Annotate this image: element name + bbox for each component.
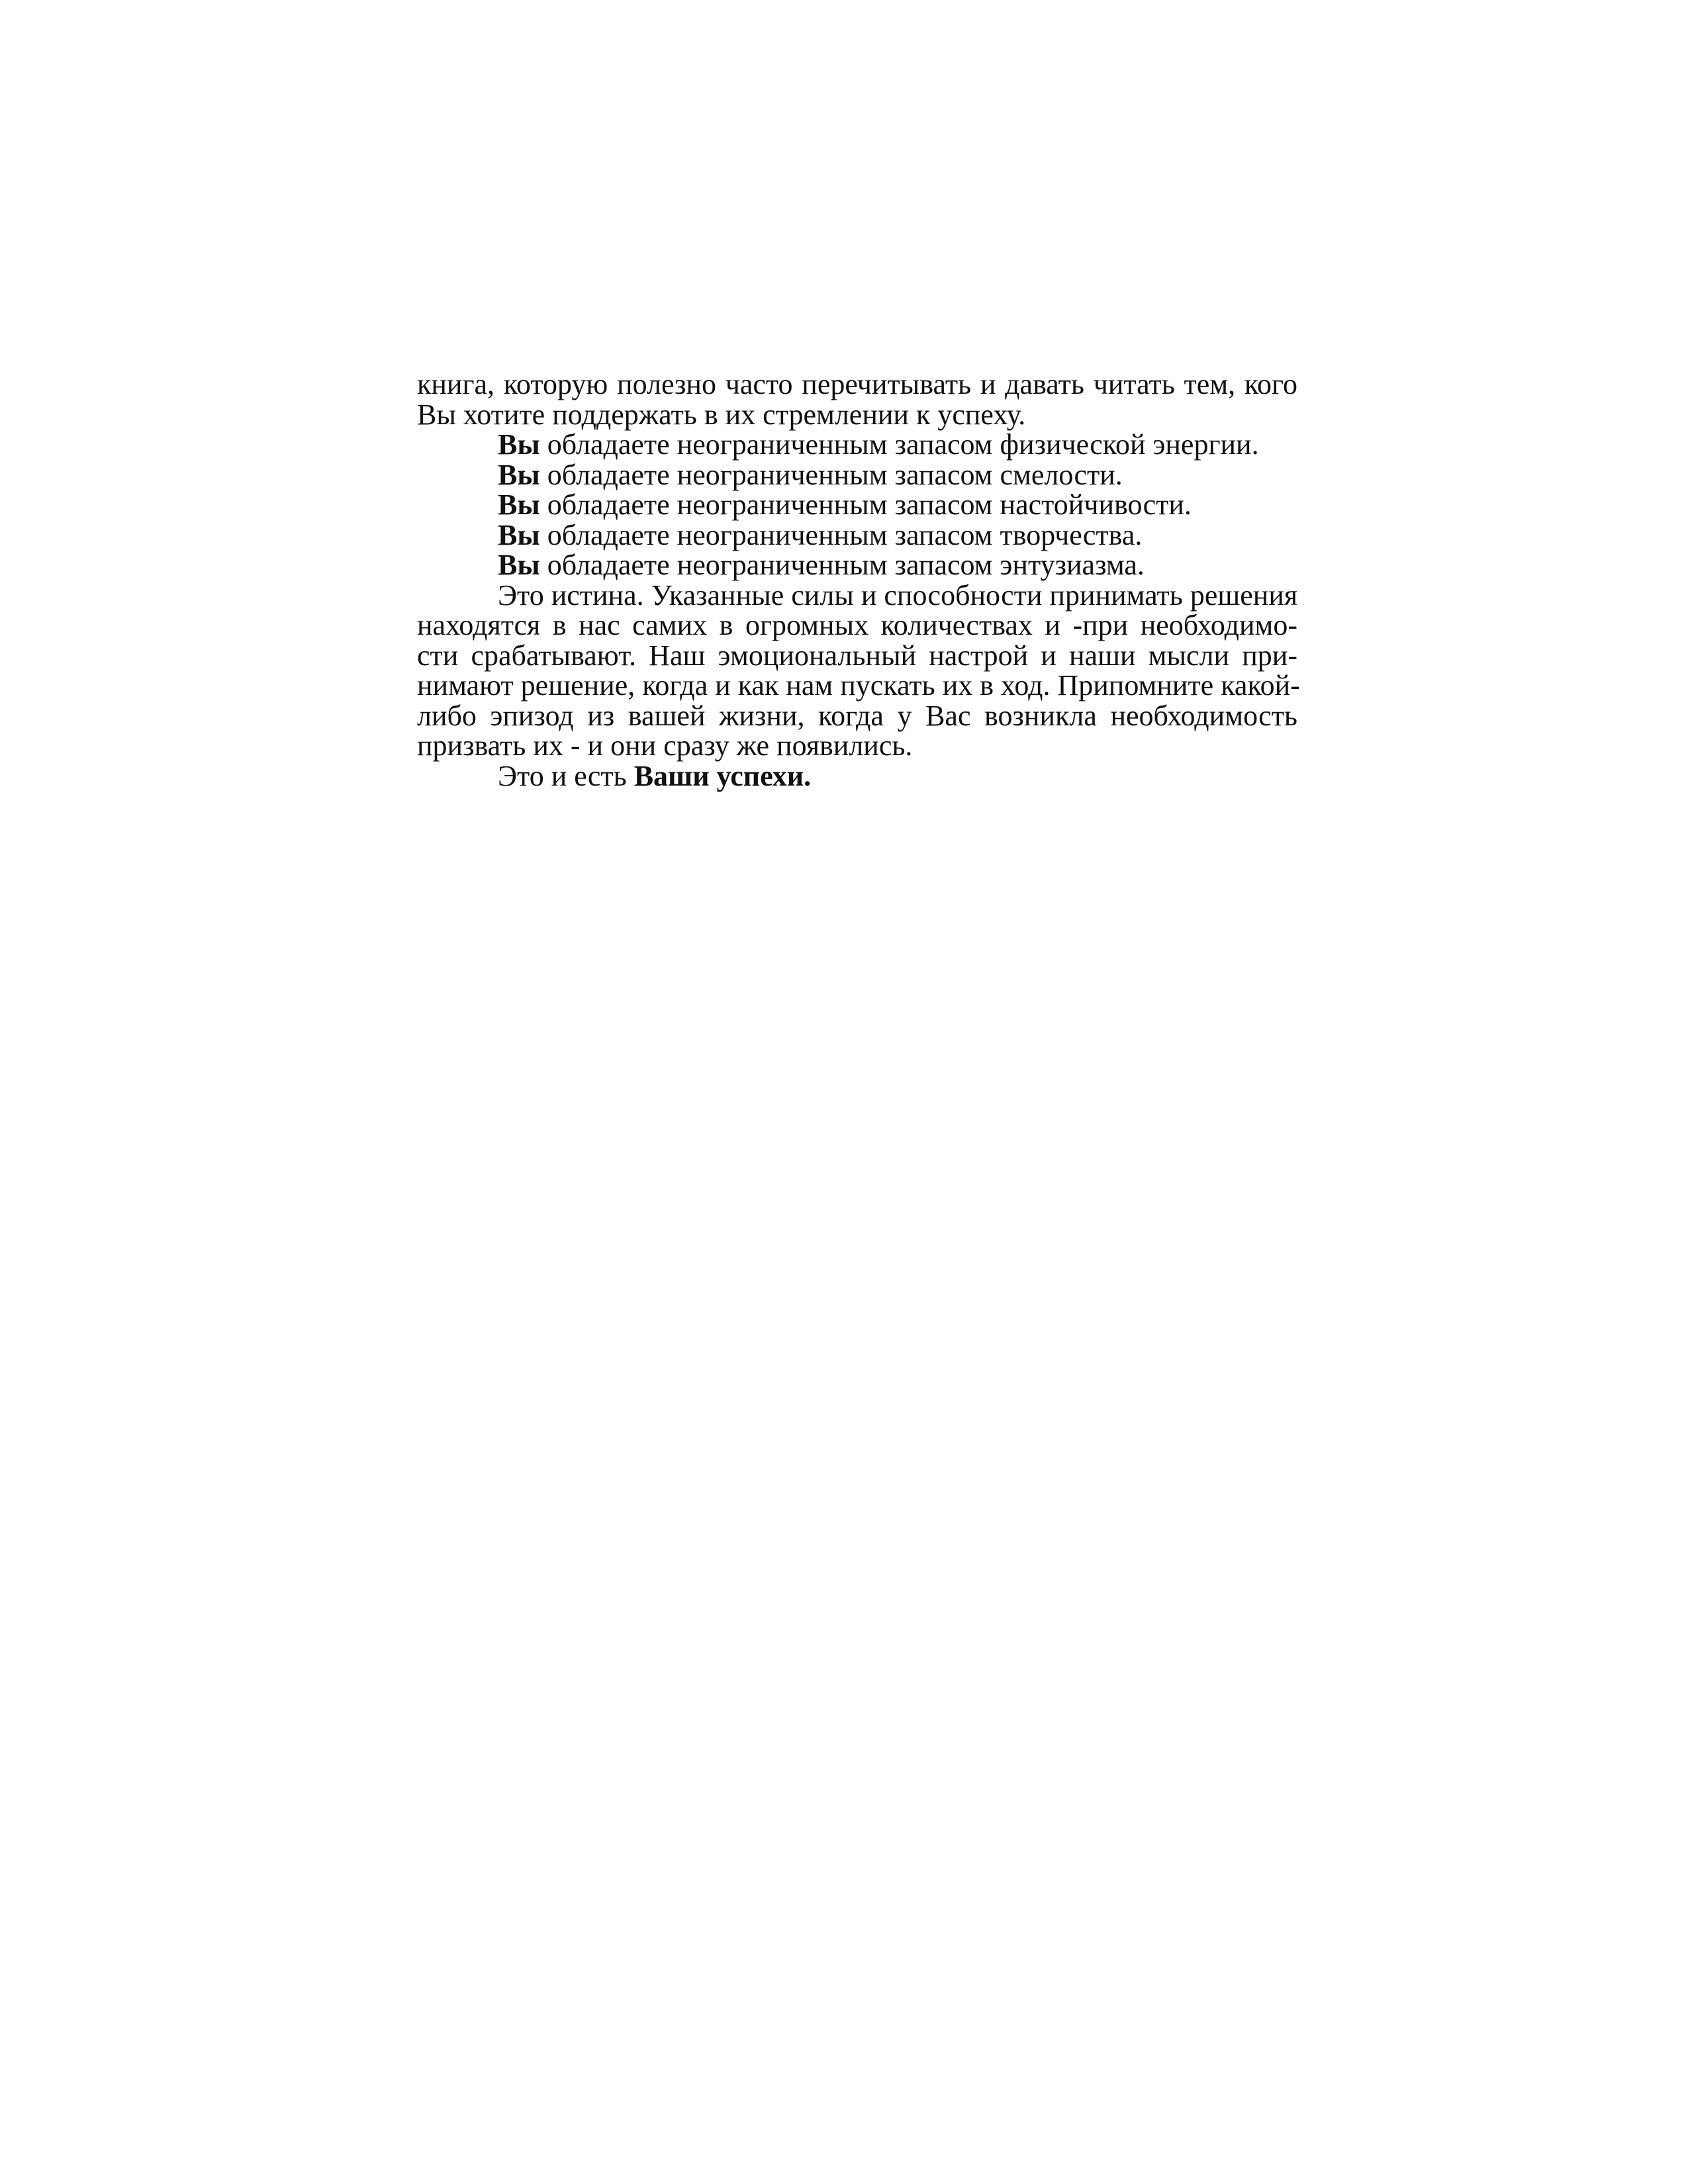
affirmation-text: обладаете неограниченным запасом физической энергии.	[539, 428, 1259, 461]
closing-emphasis: Ваши успехи.	[633, 759, 812, 792]
page-text	[417, 368, 1300, 792]
affirmation-lead: Вы	[498, 518, 540, 551]
affirmation-line	[417, 520, 1297, 551]
affirmation-line	[417, 490, 1297, 520]
intro-line: Вы хотите поддержать в их стремлении к успеху.	[417, 398, 1026, 431]
affirmation-lead: Вы	[498, 488, 540, 521]
paragraph-line: находятся в нас самих в огромных количествах и -при необходимо-	[417, 609, 1297, 641]
affirmation-text: обладаете неограниченным запасом творчества.	[539, 518, 1143, 551]
paragraph-line: Это истина. Указанные силы и способности принимать решения	[498, 578, 1298, 612]
affirmation-line	[417, 430, 1297, 460]
paragraph-line: сти срабатывают. Наш эмоциональный настрой и наши мысли при-	[417, 639, 1297, 672]
affirmation-line	[417, 550, 1297, 580]
affirmation-text: обладаете неограниченным запасом смелости.	[539, 458, 1123, 491]
affirmation-lead: Вы	[498, 549, 540, 581]
affirmation-lead: Вы	[498, 458, 540, 491]
paragraph-line: либо эпизод из вашей жизни, когда у Вас возникла необходимость	[417, 699, 1297, 732]
affirmation-text: обладаете неограниченным запасом настойчивости.	[539, 488, 1192, 521]
paragraph-line: призвать их - и они сразу же появились.	[417, 729, 913, 762]
affirmation-text: обладаете неограниченным запасом энтузиазма.	[539, 549, 1145, 581]
affirmation-lead: Вы	[498, 428, 540, 461]
affirmation-line	[417, 460, 1297, 490]
closing-prefix: Это и есть	[498, 759, 634, 792]
intro-line: книга, которую полезно часто перечитывать и давать читать тем, кого	[417, 368, 1297, 400]
closing-line	[417, 761, 1297, 792]
paragraph-line: нимают решение, когда и как нам пускать их в ход. Припомните какой-	[417, 669, 1300, 702]
